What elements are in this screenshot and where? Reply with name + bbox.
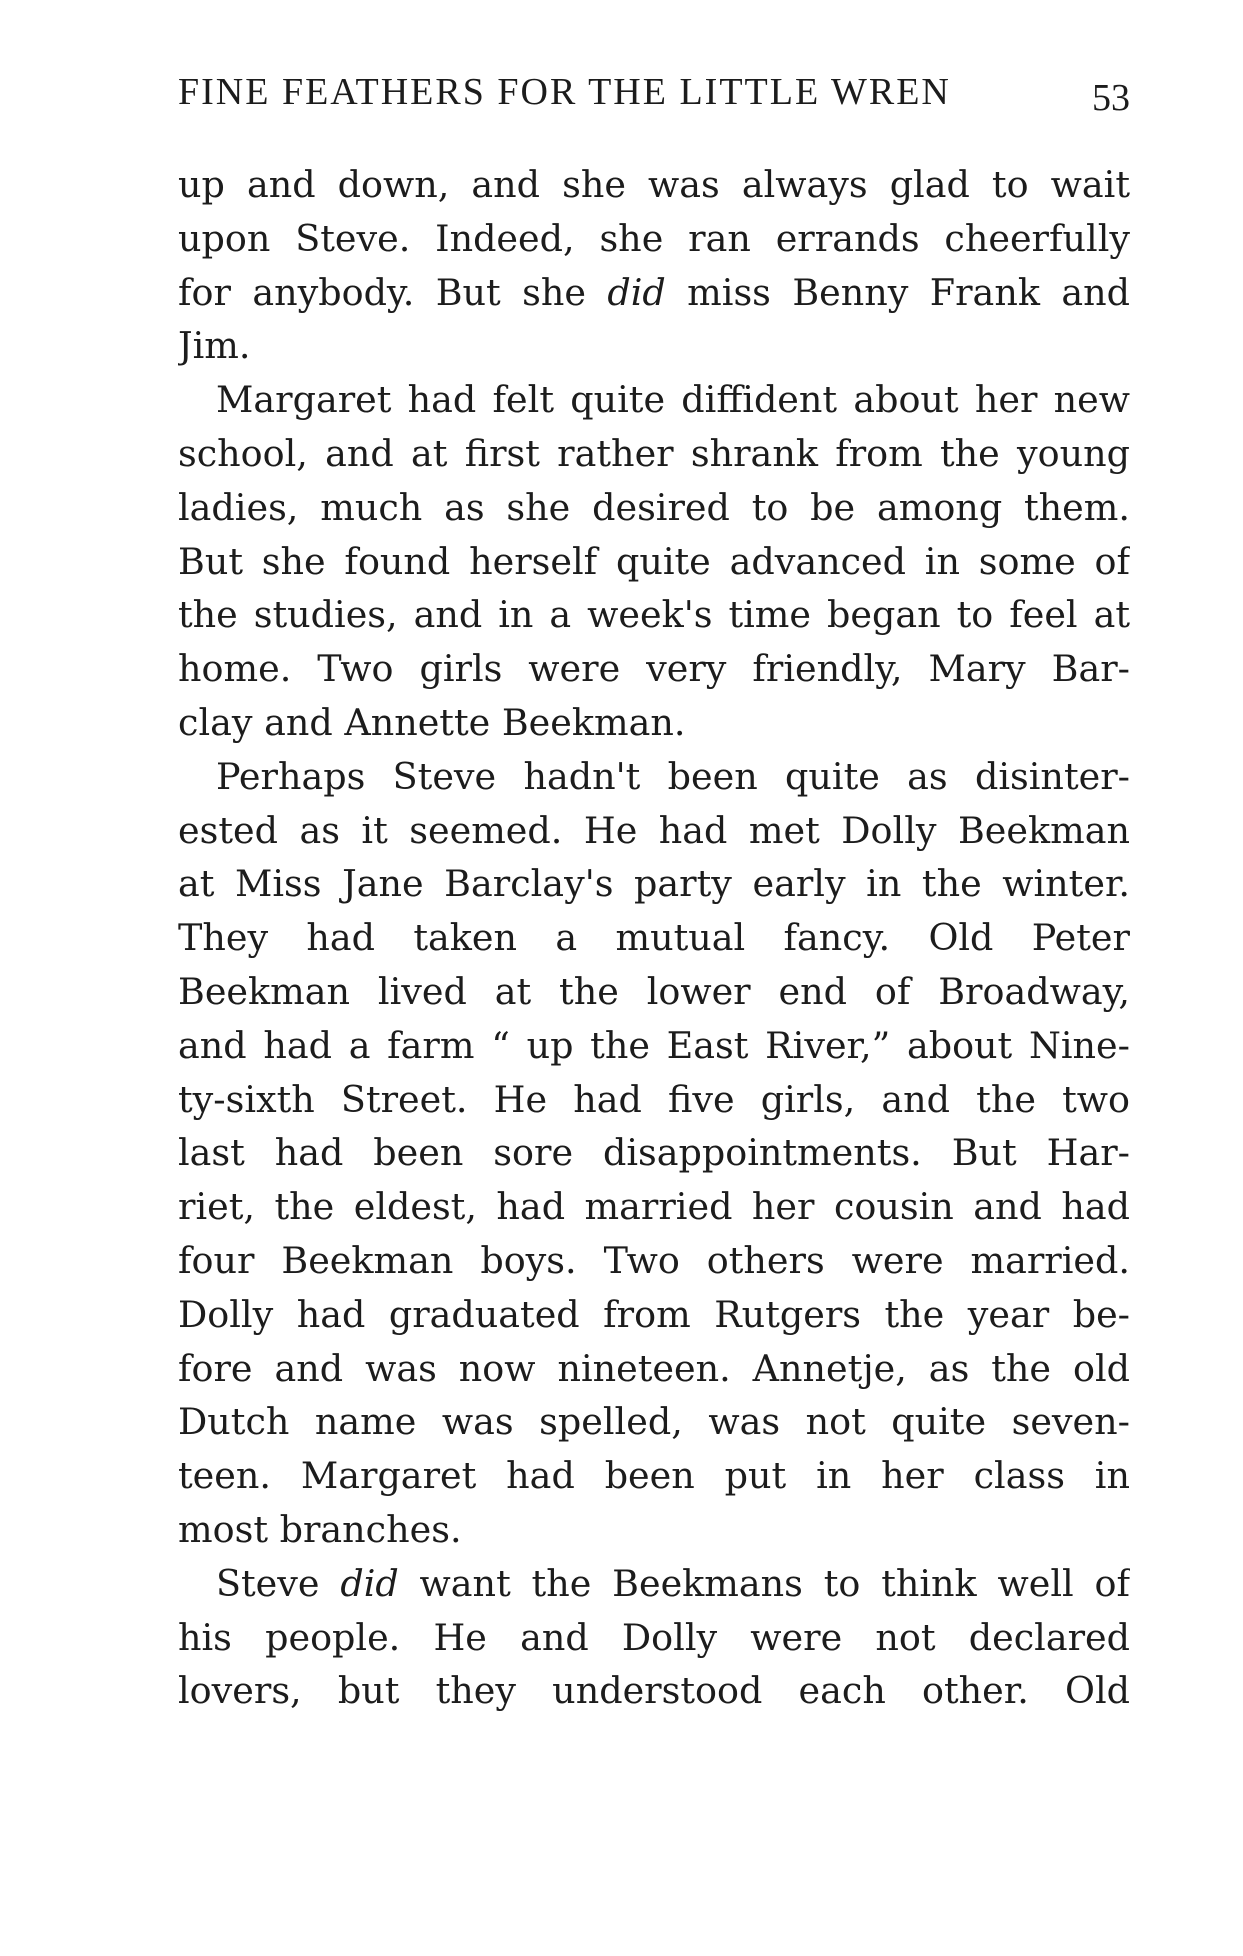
text-run: Steve [216,1561,341,1605]
paragraph-2 [178,373,1130,750]
italic-emphasis: did [340,1561,399,1605]
text-line: teen. Margaret had been put in her class in [178,1454,1130,1498]
running-head [178,70,1130,130]
text-line: Margaret had felt quite diffident about her new [216,378,1130,422]
paragraph-1 [178,158,1130,373]
text-line: clay and Annette Beekman. [178,700,686,744]
text-line [178,266,1130,320]
text-line: fore and was now nineteen. Annetje, as the old [178,1346,1130,1390]
text-line: lovers, but they understood each other. Old [178,1669,1130,1713]
text-line: Dolly had graduated from Rutgers the year be- [178,1292,1130,1336]
paragraph-4 [178,1557,1130,1718]
text-line: riet, the eldest, had married her cousin and had [178,1185,1130,1229]
text-line: upon Steve. Indeed, she ran errands cheerfully [178,216,1130,260]
paragraph-3 [178,750,1130,1557]
text-line: home. Two girls were very friendly, Mary Bar- [178,647,1130,691]
text-line: four Beekman boys. Two others were married. [178,1238,1130,1282]
text-line: ladies, much as she desired to be among them. [178,485,1130,529]
text-run: for anybody. But she [178,270,608,314]
body-text [178,158,1130,1718]
running-title: FINE FEATHERS FOR THE LITTLE WREN [178,71,951,113]
text-line: the studies, and in a week's time began to feel at [178,593,1130,637]
text-line: at Miss Jane Barclay's party early in the winter. [178,862,1130,906]
text-line: most branches. [178,1507,462,1551]
text-line: Beekman lived at the lower end of Broadway, [178,969,1130,1013]
text-run: want the Beekmans to think well of [398,1561,1130,1605]
text-line: and had a farm “ up the East River,” about Nine- [178,1023,1130,1067]
text-line [178,1557,1130,1611]
text-line: his people. He and Dolly were not declared [178,1615,1130,1659]
text-line: school, and at first rather shrank from the young [178,431,1130,475]
text-line: ested as it seemed. He had met Dolly Beekman [178,808,1130,852]
text-line: But she found herself quite advanced in some of [178,539,1130,583]
text-line: Perhaps Steve hadn't been quite as disinter- [216,754,1130,798]
text-line: last had been sore disappointments. But Har- [178,1131,1130,1175]
text-line: up and down, and she was always glad to wait [178,163,1130,206]
italic-emphasis: did [607,270,666,314]
text-line: ty-sixth Street. He had five girls, and the two [178,1077,1130,1121]
text-line: Dutch name was spelled, was not quite seven- [178,1400,1130,1444]
text-run: miss Benny Frank and [665,270,1130,314]
text-line: They had taken a mutual fancy. Old Peter [178,916,1130,960]
page-number: 53 [1092,77,1130,119]
text-line: Jim. [178,324,251,368]
